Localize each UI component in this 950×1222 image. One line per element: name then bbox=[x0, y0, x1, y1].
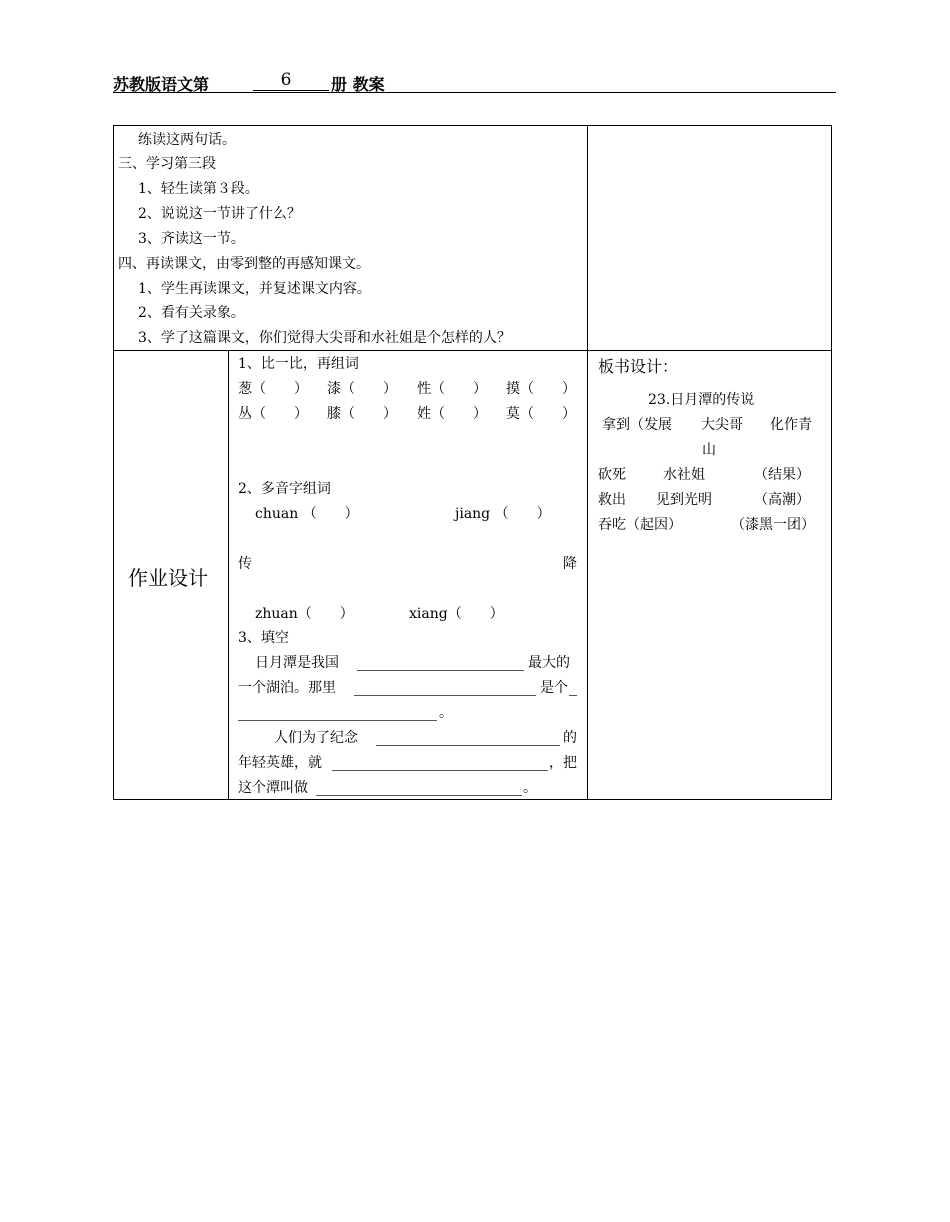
process-line: 1、轻生读第３段。 bbox=[138, 181, 259, 197]
sentence-text: 人们为了纪念 bbox=[274, 730, 358, 746]
board-text: （漆黑一团） bbox=[731, 517, 815, 533]
pinyin-zhuan: zhuan（ ） bbox=[255, 606, 354, 622]
process-line: 2、看有关录象。 bbox=[138, 305, 245, 321]
q3-title: 3、填空 bbox=[238, 630, 289, 646]
sentence-text: 最大的 bbox=[528, 655, 570, 671]
word-item: 膝（ ） bbox=[327, 406, 397, 422]
process-heading: 四、再读课文，由零到整的再感知课文。 bbox=[118, 256, 370, 272]
volume-underline bbox=[253, 90, 329, 91]
process-line: 3、齐读这一节。 bbox=[138, 231, 245, 247]
board-lesson: 23.日月潭的传说 bbox=[648, 392, 755, 408]
blank-line[interactable] bbox=[357, 670, 524, 671]
word-item: 性（ ） bbox=[417, 381, 487, 397]
word-item: 摸（ ） bbox=[506, 381, 576, 397]
column-divider-label bbox=[228, 350, 229, 800]
blank-line[interactable] bbox=[376, 745, 560, 746]
board-text: 救出 bbox=[598, 492, 626, 508]
blank-line[interactable] bbox=[569, 695, 577, 696]
board-text: （结果） bbox=[754, 467, 810, 483]
process-line: 练读这两句话。 bbox=[138, 132, 236, 148]
header-prefix: 苏教版语文第 bbox=[113, 75, 210, 94]
sentence-text: 的 bbox=[563, 730, 577, 746]
char-chuan: 传 bbox=[238, 556, 252, 572]
board-text: 大尖哥 bbox=[701, 417, 743, 433]
column-divider-right bbox=[587, 125, 588, 800]
pinyin-chuan: chuan （ ） bbox=[255, 506, 359, 522]
q2-title: 2、多音字组词 bbox=[238, 481, 331, 497]
blank-line[interactable] bbox=[316, 795, 522, 796]
row-divider bbox=[113, 350, 832, 351]
process-line: 1、学生再读课文，并复述课文内容。 bbox=[138, 281, 371, 297]
sentence-text: 日月潭是我国 bbox=[255, 655, 339, 671]
page-header bbox=[113, 70, 836, 93]
volume-number: 6 bbox=[280, 70, 292, 90]
sentence-text: 。 bbox=[523, 780, 537, 796]
word-item: 姓（ ） bbox=[417, 406, 487, 422]
sentence-text: 一个湖泊。那里 bbox=[238, 680, 336, 696]
board-text: （高潮） bbox=[754, 492, 810, 508]
word-item: 丛（ ） bbox=[238, 406, 308, 422]
process-line: 3、学了这篇课文，你们觉得大尖哥和水社姐是个怎样的人？ bbox=[138, 330, 511, 346]
word-item: 葱（ ） bbox=[238, 381, 308, 397]
blank-line[interactable] bbox=[238, 720, 437, 721]
pinyin-xiang: xiang（ ） bbox=[409, 606, 504, 622]
sentence-text: 年轻英雄，就 bbox=[238, 755, 322, 771]
board-text: 化作青 bbox=[770, 417, 812, 433]
char-jiang: 降 bbox=[563, 556, 577, 572]
board-title: 板书设计： bbox=[598, 357, 679, 376]
word-item: 莫（ ） bbox=[506, 406, 576, 422]
sentence-text: 。 bbox=[439, 705, 453, 721]
homework-label: 作业设计 bbox=[128, 566, 208, 590]
blank-line[interactable] bbox=[354, 695, 536, 696]
sentence-text: 是个 bbox=[540, 680, 568, 696]
board-text: 见到光明 bbox=[656, 492, 712, 508]
pinyin-jiang: jiang （ ） bbox=[455, 506, 551, 522]
process-heading: 三、学习第三段 bbox=[118, 156, 216, 172]
q1-title: 1、比一比，再组词 bbox=[238, 356, 359, 372]
header-suffix: 册 教案 bbox=[331, 75, 385, 94]
sentence-text: 这个潭叫做 bbox=[238, 780, 308, 796]
process-line: 2、说说这一节讲了什么？ bbox=[138, 206, 301, 222]
board-text: 吞吃（起因） bbox=[598, 517, 682, 533]
board-text: 砍死 bbox=[598, 467, 626, 483]
board-text: 水社姐 bbox=[663, 467, 705, 483]
sentence-text: ，把 bbox=[549, 755, 577, 771]
word-item: 漆（ ） bbox=[327, 381, 397, 397]
blank-line[interactable] bbox=[332, 770, 548, 771]
board-text: 山 bbox=[702, 442, 716, 458]
board-text: 拿到（发展 bbox=[602, 417, 672, 433]
